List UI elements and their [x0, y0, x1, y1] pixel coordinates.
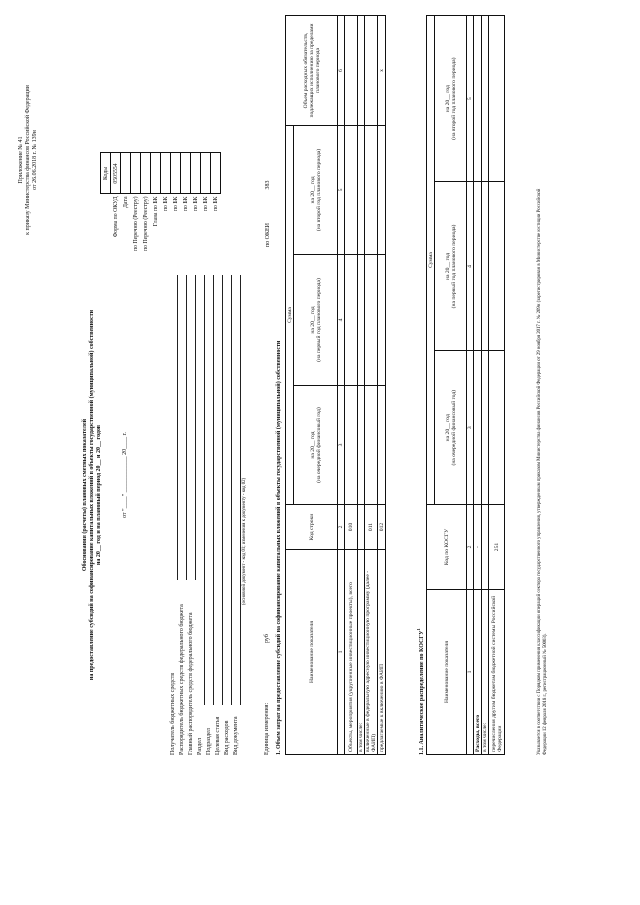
code-label: по Перечню (Реестру) [132, 196, 139, 251]
code-label: по БК [162, 196, 169, 212]
header-obligations: Объем расходных обязательств, подлежащих исполнению за пределами планового периода [286, 16, 338, 126]
cell [345, 386, 358, 505]
field-line [213, 275, 214, 705]
col-num: 4 [338, 254, 345, 385]
header-year1 [435, 351, 467, 505]
title-line3: на 20__ год и на плановый период 20__ и 20__ годов [96, 424, 102, 566]
code-value [201, 153, 211, 194]
row-name: включенные в федеральную адресную инвестиционную программу (далее - ФАИП) [365, 550, 378, 755]
header-sum: Сумма [286, 126, 294, 505]
col-num: 4 [467, 182, 474, 351]
code-value [171, 153, 181, 194]
cell [482, 16, 489, 182]
col-num: 6 [338, 16, 345, 126]
table-row [474, 16, 482, 755]
cell [474, 351, 482, 505]
units-label: Единица измерения: [264, 702, 270, 755]
cell [358, 254, 365, 385]
field-label: Распорядитель бюджетных средств федерального бюджета [179, 604, 185, 755]
year3-note: (на второй год планового периода) [315, 148, 322, 232]
footnote-line1: Указывается в соответствии с Порядком применения классификации операций сектора государственного управления, утвержденным приказом Министерства финансов Российской Федерации от 29 ноября 2017 г. № 209н (зарегистрирован в Министерстве юстиции Российской [537, 188, 542, 755]
col-num: 2 [338, 505, 345, 550]
codes-header: Коды [101, 153, 111, 194]
section11-title-text: 1.1. Аналитическое распределение по КОСГУ [419, 630, 425, 755]
row-code [358, 505, 365, 550]
units-value: руб [264, 634, 270, 643]
code-value [191, 153, 201, 194]
field-line [240, 275, 241, 705]
code-label: по БК [202, 196, 209, 212]
cell [345, 16, 358, 126]
code-value [161, 153, 171, 194]
document-date: от "____" ____________ 20____ г. [122, 432, 128, 518]
year2-label: на 20__ год [444, 252, 451, 281]
cell [365, 16, 378, 126]
header-year2 [435, 182, 467, 351]
cell [489, 351, 505, 505]
code-value [141, 153, 151, 194]
table-row [489, 16, 505, 755]
title-line1: Обоснования (расчеты) плановых сметных показателей [82, 418, 88, 572]
header-code: Код строки [286, 505, 338, 550]
header-kosgu: Код по КОСГУ [427, 505, 467, 590]
appendix-number: Приложение № 41 [18, 136, 24, 184]
cell [489, 16, 505, 182]
okei-value: 383 [265, 180, 271, 190]
okei-label: по ОКЕИ [265, 223, 271, 248]
row-name: Расходы, всего [474, 590, 482, 755]
appendix-order: к приказу Министерства финансов Российской Федерации [25, 85, 31, 235]
row-x-mark: x [378, 16, 386, 126]
row-name: Объекты, мероприятия (укрупненные инвестиционные проекты), всего [345, 550, 358, 755]
code-value: 0505554 [111, 153, 121, 194]
row-code: - [474, 505, 482, 590]
cell [358, 16, 365, 126]
code-label: Дата [122, 196, 129, 209]
cell [489, 182, 505, 351]
row-code [482, 505, 489, 590]
year3-label: на 20__ год [444, 85, 451, 113]
col-num: 3 [338, 386, 345, 505]
table-row [378, 16, 386, 755]
field-label: Подраздел [206, 728, 212, 755]
row-code: 011 [365, 505, 378, 550]
document-type-note: (основной документ - код 01; изменения к документу - код 02) [242, 477, 247, 605]
row-code: 251 [489, 505, 505, 590]
field-label: Вид документа [233, 716, 239, 755]
field-label: Получатель бюджетных средств [170, 672, 176, 755]
col-num: 1 [338, 550, 345, 755]
cell [378, 254, 386, 385]
code-label: по БК [192, 196, 199, 212]
cell [378, 126, 386, 255]
header-year3 [294, 126, 338, 255]
row-code: 010 [345, 505, 358, 550]
year1-note: (на очередной финансовый год) [315, 407, 322, 483]
field-line [186, 275, 187, 580]
table-row [482, 16, 489, 755]
cell [365, 254, 378, 385]
header-year3 [435, 16, 467, 182]
year3-label: на 20__ год [309, 176, 316, 204]
row-name: предлагаемые к включению в ФАИП [378, 550, 386, 755]
field-line [231, 275, 232, 705]
footnote-line2: Федерации 12 февраля 2018 г., регистрационный № 50003). [543, 633, 548, 755]
field-line [177, 275, 178, 580]
year1-label: на 20__ год [309, 431, 316, 459]
row-name: в том числе: [482, 590, 489, 755]
section11-table [426, 15, 505, 755]
cell [474, 16, 482, 182]
col-num: 3 [467, 351, 474, 505]
table-row [358, 16, 365, 755]
cell [474, 182, 482, 351]
field-line [204, 275, 205, 705]
cell [378, 386, 386, 505]
year1-label: на 20__ год [444, 414, 451, 442]
cell [345, 254, 358, 385]
cell [482, 182, 489, 351]
row-name: в том числе: [358, 550, 365, 755]
code-label: по Перечню (Реестру) [142, 196, 149, 251]
code-value [211, 153, 221, 194]
year3-note: (на второй год планового периода) [450, 57, 457, 140]
header-year1 [294, 386, 338, 505]
col-num: 5 [338, 126, 345, 255]
header-name: Наименование показателя [286, 550, 338, 755]
title-line2: на предоставление субсидий на софинансирование капитальных вложений в объекты государственной (муниципальной) собственности [89, 309, 95, 681]
code-label: по БК [172, 196, 179, 212]
year1-note: (на очередной финансовый год) [450, 389, 457, 466]
codes-table [100, 152, 221, 253]
code-value [151, 153, 161, 194]
section1-table [285, 15, 386, 755]
field-label: Раздел [197, 738, 203, 755]
field-label: Главный распорядитель средств федерального бюджета [188, 612, 194, 755]
footnote [537, 189, 549, 755]
appendix-block [18, 25, 39, 295]
row-name: перечисления другим бюджетам бюджетной системы Российской Федерации [489, 590, 505, 755]
section1-title: 1. Объем затрат на предоставление субсидий на софинансирование капитальных вложений в объекты государственной (муниципальной) собственности [276, 340, 282, 755]
year2-note: (на первый год планового периода) [450, 224, 457, 309]
header-name: Наименование показателя [427, 590, 467, 755]
code-label: Форма по ОКУД [112, 196, 119, 238]
year2-label: на 20__ год [309, 306, 316, 334]
cell [482, 351, 489, 505]
footnote-mark: 1 [416, 628, 421, 631]
code-value [181, 153, 191, 194]
code-label: Глава по БК [152, 196, 159, 227]
appendix-date: от 26.06.2018 г. № 139н [32, 130, 38, 190]
field-label: Целевая статья [215, 716, 221, 755]
col-num: 5 [467, 16, 474, 182]
column-numbers-row [467, 16, 474, 755]
header-year2 [294, 254, 338, 385]
cell [358, 386, 365, 505]
table-row [345, 16, 358, 755]
cell [345, 126, 358, 255]
code-label: по БК [182, 196, 189, 212]
section11-title [416, 628, 425, 755]
col-num: 1 [467, 590, 474, 755]
document-title [82, 175, 103, 815]
header-sum: Сумма [427, 16, 435, 505]
table-row [365, 16, 378, 755]
code-label: по БК [212, 196, 219, 212]
field-label: Вид расходов [224, 720, 230, 755]
column-numbers-row [338, 16, 345, 755]
cell [365, 126, 378, 255]
field-line [222, 275, 223, 705]
code-value [121, 153, 131, 194]
field-line [195, 275, 196, 580]
code-value [131, 153, 141, 194]
cell [365, 386, 378, 505]
col-num: 2 [467, 505, 474, 590]
row-code: 012 [378, 505, 386, 550]
cell [358, 126, 365, 255]
year2-note: (на первый год планового периода) [315, 278, 322, 362]
